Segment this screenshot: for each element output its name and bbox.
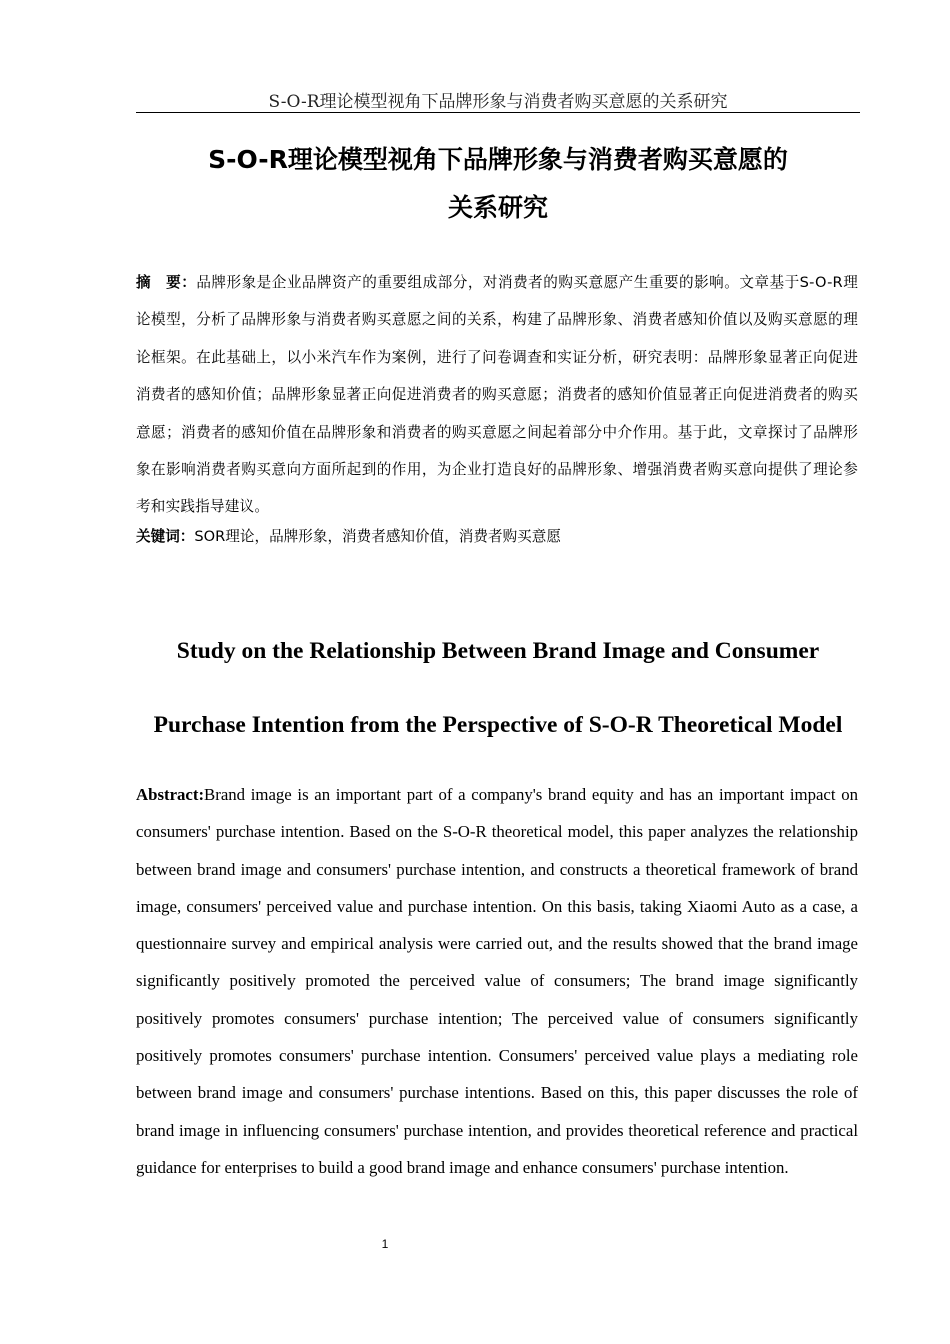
- chinese-title-line-1: S-O-R理论模型视角下品牌形象与消费者购买意愿的: [208, 145, 788, 174]
- english-title-line-1: Study on the Relationship Between Brand Image and Consumer: [176, 638, 820, 664]
- chinese-keywords: [136, 522, 858, 552]
- running-header: S-O-R理论模型视角下品牌形象与消费者购买意愿的关系研究: [268, 92, 728, 112]
- chinese-keywords-label: 关键词：: [136, 528, 195, 545]
- chinese-abstract-text: 品牌形象是企业品牌资产的重要组成部分，对消费者的购买意愿产生重要的影响。文章基于S-O-R理论模型，分析了品牌形象与消费者购买意愿之间的关系，构建了品牌形象、消费者感知价值以及购买意愿的理论框架。在此基础上，以小米汽车作为案例，进行了问卷调查和实证分析，研究表明：品牌形象显著正向促进消费者的感知价值；品牌形象显著正向促进消费者的购买意愿；消费者的感知价值显著正向促进消费者的购买意愿；消费者的感知价值在品牌形象和消费者的购买意愿之间起着部分中介作用。基于此，文章探讨了品牌形象在影响消费者购买意向方面所起到的作用，为企业打造良好的品牌形象、增强消费者购买意向提供了理论参考和实践指导建议。: [136, 274, 858, 516]
- chinese-title: [136, 136, 860, 232]
- chinese-keywords-text: SOR理论，品牌形象，消费者感知价值，消费者购买意愿: [194, 528, 561, 545]
- english-title-line-2: Purchase Intention from the Perspective of S-O-R Theoretical Model: [153, 712, 843, 738]
- chinese-abstract: [136, 264, 858, 526]
- chinese-abstract-label: 摘 要：: [136, 274, 197, 291]
- english-abstract: [136, 776, 858, 1186]
- english-abstract-label: Abstract:: [136, 785, 205, 804]
- chinese-title-line-2: 关系研究: [447, 193, 548, 222]
- page-number: 1: [381, 1237, 389, 1251]
- english-title: [136, 614, 860, 762]
- english-abstract-text: Brand image is an important part of a company's brand equity and has an important impact on consumers' purchase intention. Based on the S-O-R theoretical model, this paper analyzes the relationship between brand image and consumers' purchase intention, and constructs a theoretical framework of brand image, consumers' perceived value and purchase intention. On this basis, taking Xiaomi Auto as a case, a questionnaire survey and empirical analysis were carried out, and the results showed that the brand image significantly positively promoted the perceived value of consumers; The brand image significantly positively promotes consumers' purchase intention; The perceived value of consumers significantly positively promotes consumers' purchase intention. Consumers' perceived value plays a mediating role between brand image and consumers' purchase intentions. Based on this, this paper discusses the role of brand image in influencing consumers' purchase intention, and provides theoretical reference and practical guidance for enterprises to build a good brand image and enhance consumers' purchase intention.: [136, 785, 858, 1177]
- header-divider: [136, 112, 860, 113]
